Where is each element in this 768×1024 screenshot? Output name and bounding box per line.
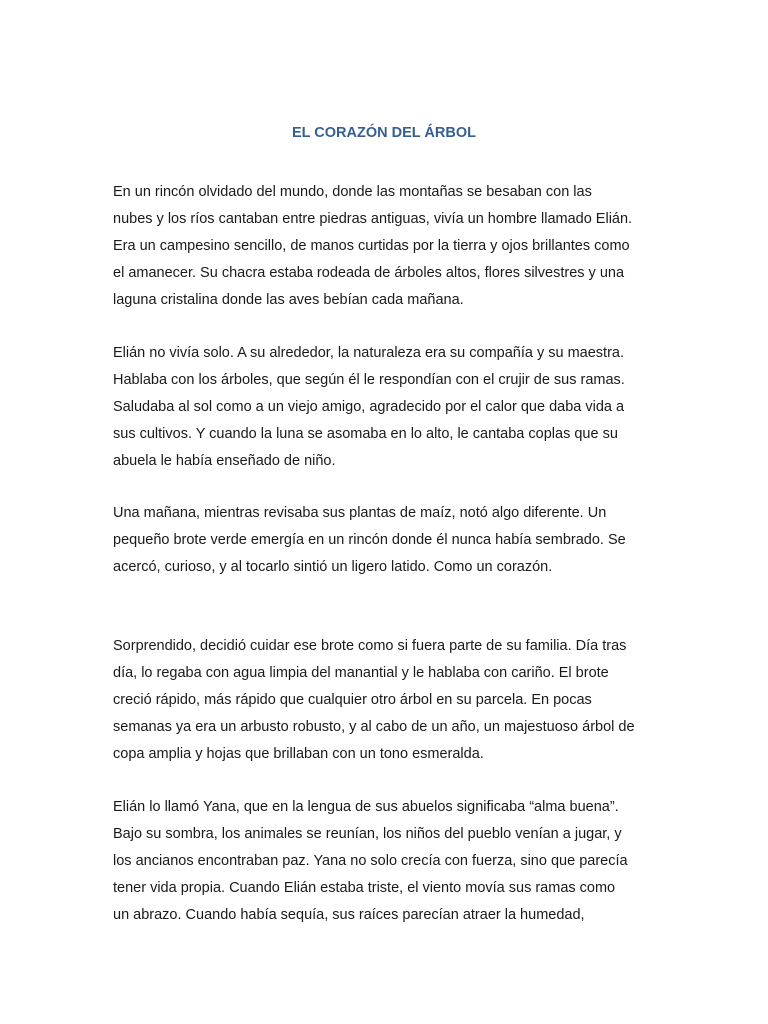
text-line: Elián lo llamó Yana, que en la lengua de sus abuelos significaba “alma buena”. xyxy=(113,799,619,815)
text-line: sus cultivos. Y cuando la luna se asomaba en lo alto, le cantaba coplas que su xyxy=(113,425,618,442)
text-line: Era un campesino sencillo, de manos curtidas por la tierra y ojos brillantes como xyxy=(113,237,630,254)
paragraph-3 xyxy=(113,500,658,581)
text-line: los ancianos encontraban paz. Yana no solo crecía con fuerza, sino que parecía xyxy=(113,852,628,869)
paragraph-4 xyxy=(113,633,658,767)
text-line: abuela le había enseñado de niño. xyxy=(113,452,336,469)
text-line: nubes y los ríos cantaban entre piedras antiguas, vivía un hombre llamado Elián. xyxy=(113,210,633,227)
text-line: Hablaba con los árboles, que según él le respondían con el crujir de sus ramas. xyxy=(113,371,625,388)
paragraph-1 xyxy=(113,179,658,313)
text-line: Elián no vivía solo. A su alrededor, la naturaleza era su compañía y su maestra. xyxy=(113,345,625,361)
text-line: pequeño brote verde emergía en un rincón donde él nunca había sembrado. Se xyxy=(113,531,626,548)
text-line: acercó, curioso, y al tocarlo sintió un ligero latido. Como un corazón. xyxy=(113,558,553,575)
text-line: tener vida propia. Cuando Elián estaba triste, el viento movía sus ramas como xyxy=(113,879,616,896)
text-line: semanas ya era un arbusto robusto, y al cabo de un año, un majestuoso árbol de xyxy=(113,718,635,735)
text-line: copa amplia y hojas que brillaban con un tono esmeralda. xyxy=(113,745,484,762)
text-line: Saludaba al sol como a un viejo amigo, agradecido por el calor que daba vida a xyxy=(113,398,625,415)
text-line: Una mañana, mientras revisaba sus plantas de maíz, notó algo diferente. Un xyxy=(113,505,607,521)
text-line: laguna cristalina donde las aves bebían cada mañana. xyxy=(113,291,464,308)
paragraph-5 xyxy=(113,794,658,928)
text-line: el amanecer. Su chacra estaba rodeada de árboles altos, flores silvestres y una xyxy=(113,264,625,281)
text-line: un abrazo. Cuando había sequía, sus raíces parecían atraer la humedad, xyxy=(113,906,585,923)
paragraph-2 xyxy=(113,340,658,474)
text-line: Sorprendido, decidió cuidar ese brote como si fuera parte de su familia. Día tras xyxy=(113,638,627,654)
document-title: EL CORAZÓN DEL ÁRBOL xyxy=(292,125,476,141)
text-line: creció rápido, más rápido que cualquier otro árbol en su parcela. En pocas xyxy=(113,691,592,708)
text-line: día, lo regaba con agua limpia del manantial y le hablaba con cariño. El brote xyxy=(113,664,609,681)
text-line: Bajo su sombra, los animales se reunían, los niños del pueblo venían a jugar, y xyxy=(113,825,622,842)
text-line: En un rincón olvidado del mundo, donde las montañas se besaban con las xyxy=(113,184,592,200)
